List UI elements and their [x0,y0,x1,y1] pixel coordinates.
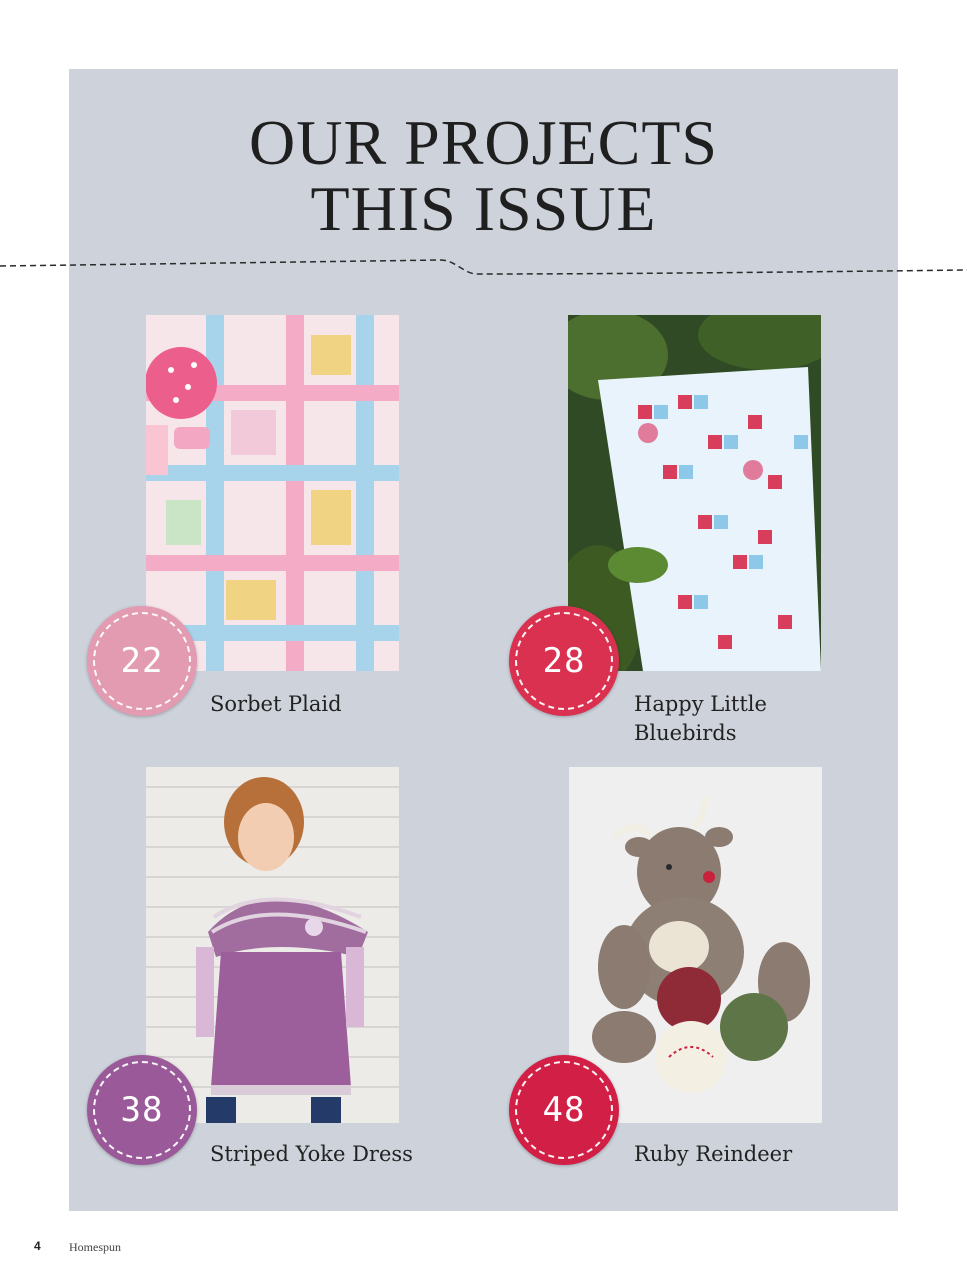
page-badge-38[interactable] [87,1055,197,1165]
badge-number: 22 [120,641,164,681]
title-line-2: THIS ISSUE [310,173,657,244]
project-photo-striped-yoke-dress[interactable] [146,767,399,1123]
page-title [69,107,898,244]
project-title-happy-little-bluebirds[interactable]: Happy Little Bluebirds [634,692,767,745]
page-badge-22[interactable] [87,606,197,716]
project-title-ruby-reindeer[interactable]: Ruby Reindeer [634,1142,793,1166]
title-line-1: OUR PROJECTS [249,107,718,178]
stitch-divider [0,250,967,290]
page-badge-48[interactable] [509,1055,619,1165]
folio-magazine-name: Homespun [69,1240,121,1254]
badge-number: 48 [542,1090,586,1130]
project-photo-sorbet-plaid[interactable] [146,315,399,671]
badge-number: 38 [120,1090,164,1130]
project-photo-ruby-reindeer[interactable] [569,767,822,1123]
badge-number: 28 [542,641,586,681]
folio-page-number: 4 [34,1239,41,1253]
project-title-sorbet-plaid[interactable]: Sorbet Plaid [210,692,342,716]
page-badge-28[interactable] [509,606,619,716]
project-photo-happy-little-bluebirds[interactable] [568,315,821,671]
project-title-striped-yoke-dress[interactable]: Striped Yoke Dress [210,1142,413,1166]
